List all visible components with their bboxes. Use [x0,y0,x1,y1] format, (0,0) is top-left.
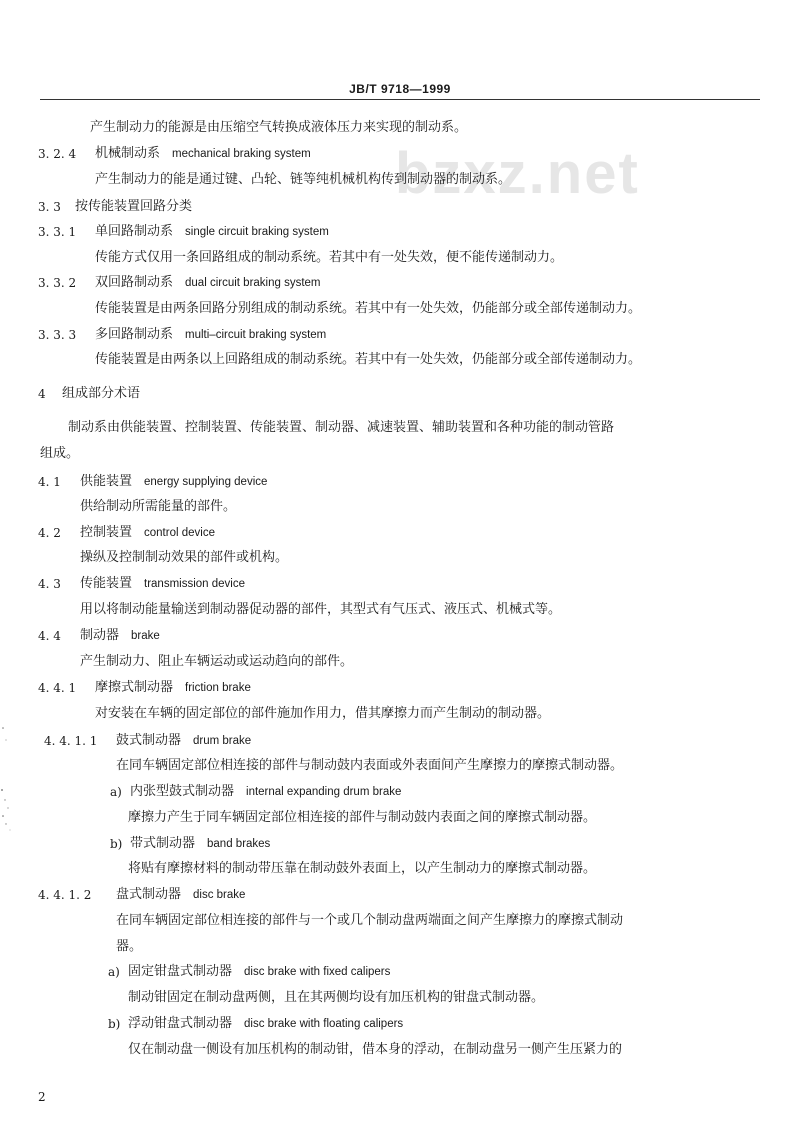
body-text: 产生制动力的能源是由压缩空气转换成液体压力来实现的制动系。 [90,120,468,135]
header-rule [40,99,760,100]
body-text: 仅在制动盘一侧设有加压机构的制动钳，借本身的浮动，在制动盘另一侧产生压紧力的 [128,1042,623,1057]
body-text: 传能方式仅用一条回路组成的制动系统。若其中有一处失效，便不能传递制动力。 [95,250,564,265]
body-text: 用以将制动能量输送到制动器促动器的部件，其型式有气压式、液压式、机械式等。 [80,602,562,617]
term-chinese: 制动器 [80,628,120,643]
term-chinese: 供能装置 [80,474,133,489]
term-chinese: 控制装置 [80,525,133,540]
term-heading [95,275,321,291]
section-heading: 组成部分术语 [62,386,141,401]
section-number: 4 [38,387,46,401]
body-text: 传能装置是由两条以上回路组成的制动系统。若其中有一处失效，仍能部分或全部传递制动力。 [95,352,642,367]
body-text: 供给制动所需能量的部件。 [80,499,237,514]
term-chinese: 浮动钳盘式制动器 [128,1016,233,1031]
term-chinese: 固定钳盘式制动器 [128,964,233,979]
term-english: control device [144,527,215,539]
term-english: brake [131,630,160,642]
term-english: energy supplying device [144,476,268,488]
term-chinese: 内张型鼓式制动器 [130,784,235,799]
term-chinese: 鼓式制动器 [116,733,182,748]
section-number: 3. 3. 2 [38,276,77,290]
term-english: disc brake [193,889,246,901]
term-chinese: 盘式制动器 [116,887,182,902]
scan-noise [0,720,14,850]
section-number: 4. 4. 1 [38,681,77,695]
term-heading [116,887,245,903]
section-number: 4. 4 [38,629,61,643]
term-heading [95,327,326,343]
term-chinese: 带式制动器 [130,836,196,851]
item-marker: a) [108,965,120,979]
term-heading [130,784,401,800]
term-chinese: 传能装置 [80,576,133,591]
section-number: 4. 1 [38,475,61,489]
item-marker: b) [110,837,123,851]
term-english: disc brake with floating calipers [244,1018,404,1030]
term-english: drum brake [193,735,252,747]
term-english: friction brake [185,682,251,694]
item-marker: b) [108,1017,121,1031]
term-heading [95,680,251,696]
term-heading [116,733,251,749]
term-english: multi–circuit braking system [185,329,327,341]
term-english: transmission device [144,578,245,590]
term-english: dual circuit braking system [185,277,321,289]
section-number: 4. 2 [38,526,61,540]
section-heading: 按传能装置回路分类 [75,199,193,214]
section-number: 4. 4. 1. 1 [44,734,98,748]
term-english: internal expanding drum brake [246,786,402,798]
section-number: 3. 3. 3 [38,328,77,342]
term-heading [80,628,160,644]
term-heading [80,474,267,490]
term-heading [80,525,215,541]
section-number: 4. 4. 1. 2 [38,888,92,902]
section-number: 4. 3 [38,577,61,591]
body-text: 制动钳固定在制动盘两侧，且在其两侧均设有加压机构的钳盘式制动器。 [128,990,545,1005]
page-header: JB/T 9718—1999 [349,82,451,96]
term-english: mechanical braking system [172,148,311,160]
term-heading [95,224,329,240]
body-text: 组成。 [40,446,80,461]
body-text: 操纵及控制制动效果的部件或机构。 [80,550,289,565]
term-chinese: 摩擦式制动器 [95,680,174,695]
body-text: 在同车辆固定部位相连接的部件与制动鼓内表面或外表面间产生摩擦力的摩擦式制动器。 [116,758,624,773]
watermark: bzxz.net [395,141,640,206]
term-heading [130,836,270,852]
item-marker: a) [110,785,122,799]
term-heading [128,1016,403,1032]
body-text: 器。 [116,939,143,954]
page-number: 2 [38,1090,46,1104]
section-number: 3. 2. 4 [38,147,77,161]
body-text: 传能装置是由两条回路分别组成的制动系统。若其中有一处失效，仍能部分或全部传递制动力。 [95,301,642,316]
term-chinese: 机械制动系 [95,146,161,161]
term-heading [95,146,311,162]
section-number: 3. 3. 1 [38,225,77,239]
body-text: 对安装在车辆的固定部位的部件施加作用力，借其摩擦力而产生制动的制动器。 [95,706,551,721]
term-heading [80,576,245,592]
body-text: 摩擦力产生于同车辆固定部位相连接的部件与制动鼓内表面之间的摩擦式制动器。 [128,810,597,825]
body-text: 产生制动力的能是通过键、凸轮、链等纯机械机构传到制动器的制动系。 [95,172,512,187]
term-english: single circuit braking system [185,226,329,238]
term-chinese: 单回路制动系 [95,224,174,239]
section-number: 3. 3 [38,200,61,214]
term-chinese: 多回路制动系 [95,327,174,342]
term-english: band brakes [207,838,271,850]
body-text: 制动系由供能装置、控制装置、传能装置、制动器、减速装置、辅助装置和各种功能的制动管路 [68,420,615,435]
term-chinese: 双回路制动系 [95,275,174,290]
body-text: 产生制动力、阻止车辆运动或运动趋向的部件。 [80,654,354,669]
body-text: 将贴有摩擦材料的制动带压靠在制动鼓外表面上，以产生制动力的摩擦式制动器。 [128,861,597,876]
term-heading [128,964,390,980]
term-english: disc brake with fixed calipers [244,966,391,978]
body-text: 在同车辆固定部位相连接的部件与一个或几个制动盘两端面之间产生摩擦力的摩擦式制动 [116,913,624,928]
